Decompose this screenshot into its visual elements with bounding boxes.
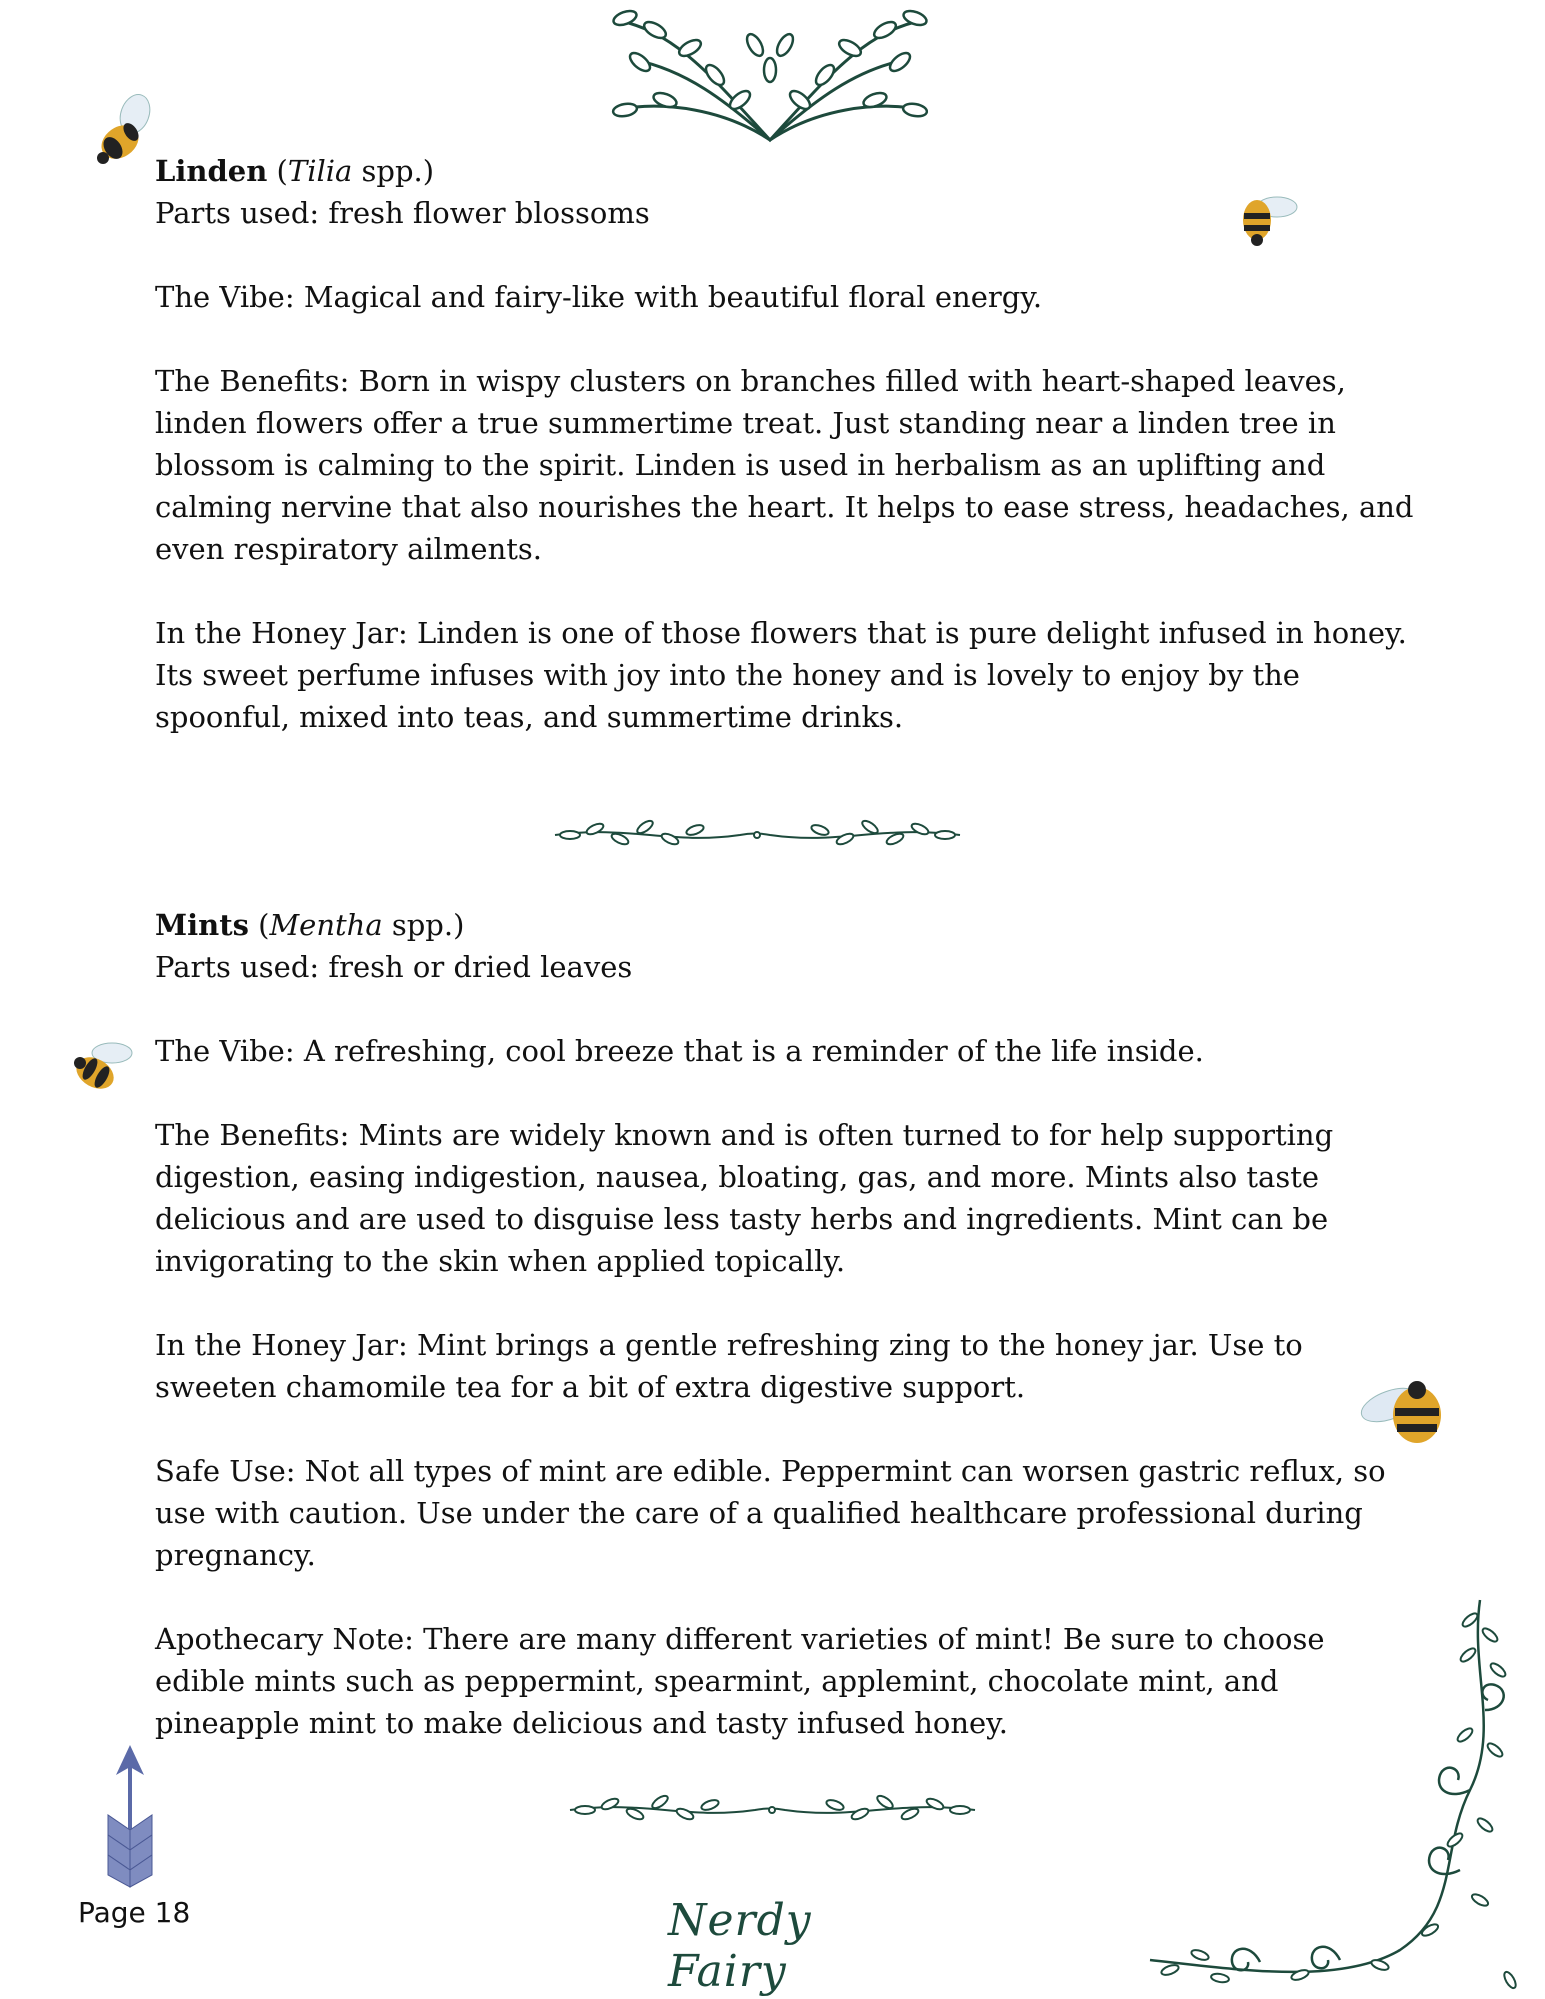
- entry-title: [155, 150, 1415, 192]
- latin-name: Tilia: [287, 154, 353, 188]
- bee-icon: [60, 1035, 140, 1110]
- herb-name: Mints: [155, 908, 249, 942]
- leafy-vine-ornament-icon: [595, 0, 945, 155]
- paren-open: (: [267, 154, 288, 188]
- vibe-text: The Vibe: A refreshing, cool breeze that is a reminder of the life inside.: [155, 1034, 1204, 1068]
- parts-used: Parts used: fresh flower blossoms: [155, 196, 650, 230]
- benefits-text: The Benefits: Mints are widely known and is often turned to for help supporting digestion, easing indigestion, nausea, bloating, gas, and more. Mints also taste delicious and are used to disguise less tasty herbs and ingredients. Mint can be invigorating to the skin when applied topically.: [155, 1118, 1334, 1278]
- brand-logo: Nerdy Fairy: [668, 1895, 812, 1997]
- arrow-icon: [102, 1745, 158, 1890]
- latin-name: Mentha: [269, 908, 383, 942]
- honey-jar-text: In the Honey Jar: Linden is one of those flowers that is pure delight infused in honey. Its sweet perfume infuses with joy into the honey and is lovely to enjoy by the spoonful, mixed into teas, and summertime drinks.: [155, 616, 1407, 734]
- honey-jar-text: In the Honey Jar: Mint brings a gentle refreshing zing to the honey jar. Use to sweeten chamomile tea for a bit of extra digestive support.: [155, 1328, 1303, 1404]
- safe-use-text: Safe Use: Not all types of mint are edible. Peppermint can worsen gastric reflux, so use with caution. Use under the care of a qualified healthcare professional during pregnancy.: [155, 1454, 1386, 1572]
- vine-divider-icon: [550, 815, 965, 855]
- corner-vine-icon: [1140, 1590, 1540, 1995]
- vibe-text: The Vibe: Magical and fairy-like with beautiful floral energy.: [155, 280, 1043, 314]
- entry-linden: [155, 150, 1415, 738]
- herb-name: Linden: [155, 154, 268, 188]
- apothecary-note-text: Apothecary Note: There are many different varieties of mint! Be sure to choose edible mints such as peppermint, spearmint, applemint, chocolate mint, and pineapple mint to make delicious and tasty infused honey.: [155, 1622, 1325, 1740]
- entry-title: [155, 904, 1415, 946]
- vine-divider-icon: [565, 1790, 980, 1830]
- bee-icon: [85, 92, 160, 177]
- paren-open: (: [248, 908, 270, 942]
- latin-suffix: spp.): [382, 908, 465, 942]
- benefits-text: The Benefits: Born in wispy clusters on branches filled with heart-shaped leaves, linden flowers offer a true summertime treat. Just standing near a linden tree in blossom is calming to the spirit. Linden is used in herbalism as an uplifting and calming nervine that also nourishes the heart. It helps to ease stress, headaches, and even respiratory ailments.: [155, 364, 1414, 566]
- parts-used: Parts used: fresh or dried leaves: [155, 950, 633, 984]
- document-body: [155, 150, 1415, 1744]
- page-number: Page 18: [78, 1896, 191, 1929]
- latin-suffix: spp.): [352, 154, 435, 188]
